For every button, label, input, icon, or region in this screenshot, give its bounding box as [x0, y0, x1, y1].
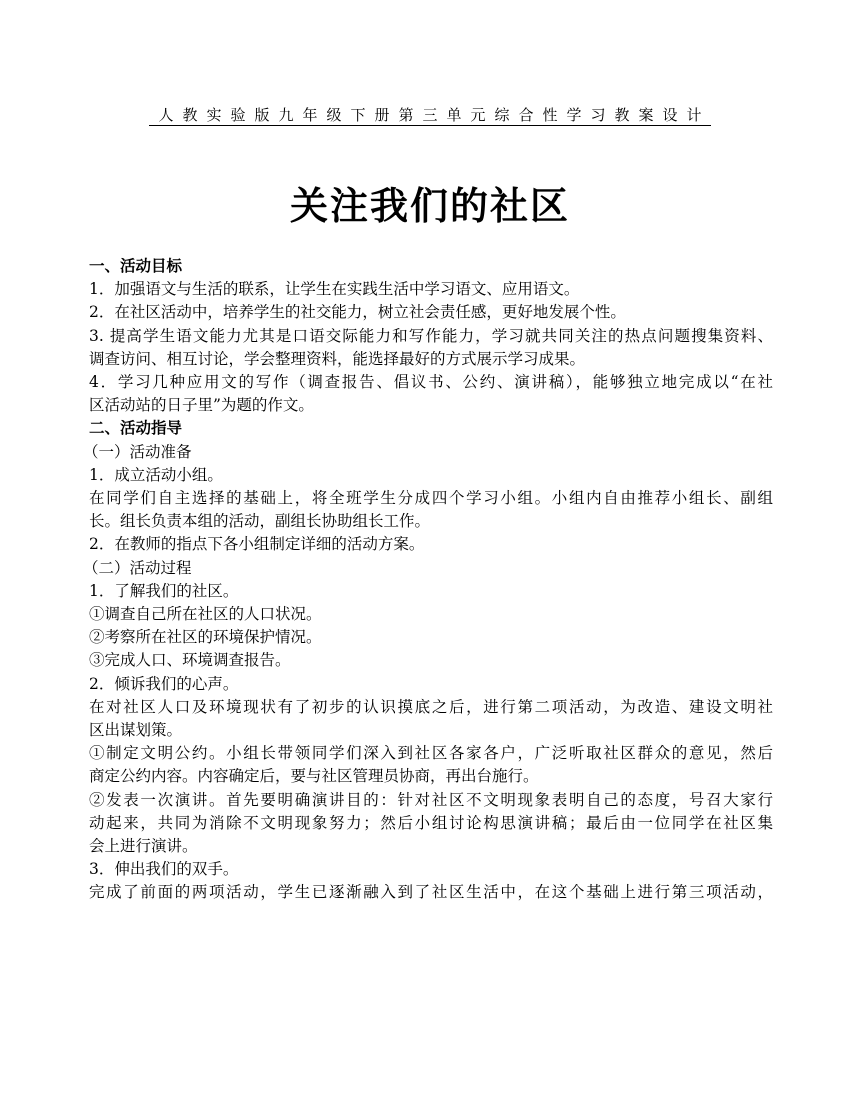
paragraph-line: 在对社区人口及环境现状有了初步的认识摸底之后，进行第二项活动，为改造、建设文明社: [89, 697, 773, 716]
paragraph-line: 长。组长负责本组的活动，副组长协助组长工作。: [89, 512, 431, 531]
document-header: [0, 104, 860, 125]
paragraph-line: ②发表一次演讲。首先要明确演讲目的：针对社区不文明现象表明自己的态度，号召大家行: [89, 790, 773, 809]
paragraph-line: 1．成立活动小组。: [89, 465, 223, 484]
paragraph-line: 2．在教师的指点下各小组制定详细的活动方案。: [89, 535, 425, 554]
subsection-heading: （一）活动准备: [83, 442, 192, 461]
paragraph-line: 区出谋划策。: [89, 721, 183, 740]
paragraph-line: 4．学习几种应用文的写作（调查报告、倡议书、公约、演讲稿），能够独立地完成以“在社: [89, 373, 773, 392]
paragraph-line: ②考察所在社区的环境保护情况。: [89, 628, 322, 647]
document-body: [83, 255, 773, 905]
document-title: 关注我们的社区: [289, 184, 570, 228]
paragraph-line: 在同学们自主选择的基础上，将全班学生分成四个学习小组。小组内自由推荐小组长、副组: [89, 489, 773, 508]
paragraph-line: 调查访问、相互讨论，学会整理资料，能选择最好的方式展示学习成果。: [89, 349, 586, 368]
paragraph-line: 商定公约内容。内容确定后，要与社区管理员协商，再出台施行。: [89, 767, 539, 786]
paragraph-line: ①制定文明公约。小组长带领同学们深入到社区各家各户，广泛听取社区群众的意见，然后: [89, 744, 773, 763]
paragraph-line: 1．了解我们的社区。: [89, 581, 239, 600]
paragraph-line: 2．在社区活动中，培养学生的社交能力，树立社会责任感，更好地发展个性。: [89, 303, 626, 322]
paragraph-line: 3. 提高学生语文能力尤其是口语交际能力和写作能力，学习就共同关注的热点问题搜集资料、: [89, 326, 773, 345]
section-heading: 一、活动目标: [89, 257, 183, 275]
paragraph-line: 2．倾诉我们的心声。: [89, 674, 239, 693]
section-heading: 二、活动指导: [89, 419, 183, 438]
paragraph-line: 会上进行演讲。: [89, 837, 198, 856]
header-text: 人教实验版九年级下册第三单元综合性学习教案设计: [149, 106, 710, 126]
paragraph-line: 3．伸出我们的双手。: [89, 860, 239, 879]
paragraph-line: 1．加强语文与生活的联系，让学生在实践生活中学习语文、应用语文。: [89, 280, 580, 299]
paragraph-line: ③完成人口、环境调查报告。: [89, 651, 291, 670]
paragraph-line: 完成了前面的两项活动，学生已逐渐融入到了社区生活中，在这个基础上进行第三项活动，: [89, 883, 773, 902]
paragraph-line: ①调查自己所在社区的人口状况。: [89, 605, 322, 624]
subsection-heading: （二）活动过程: [83, 558, 192, 577]
paragraph-line: 区活动站的日子里”为题的作文。: [89, 396, 314, 415]
paragraph-line: 动起来，共同为消除不文明现象努力；然后小组讨论构思演讲稿；最后由一位同学在社区集: [89, 813, 773, 832]
